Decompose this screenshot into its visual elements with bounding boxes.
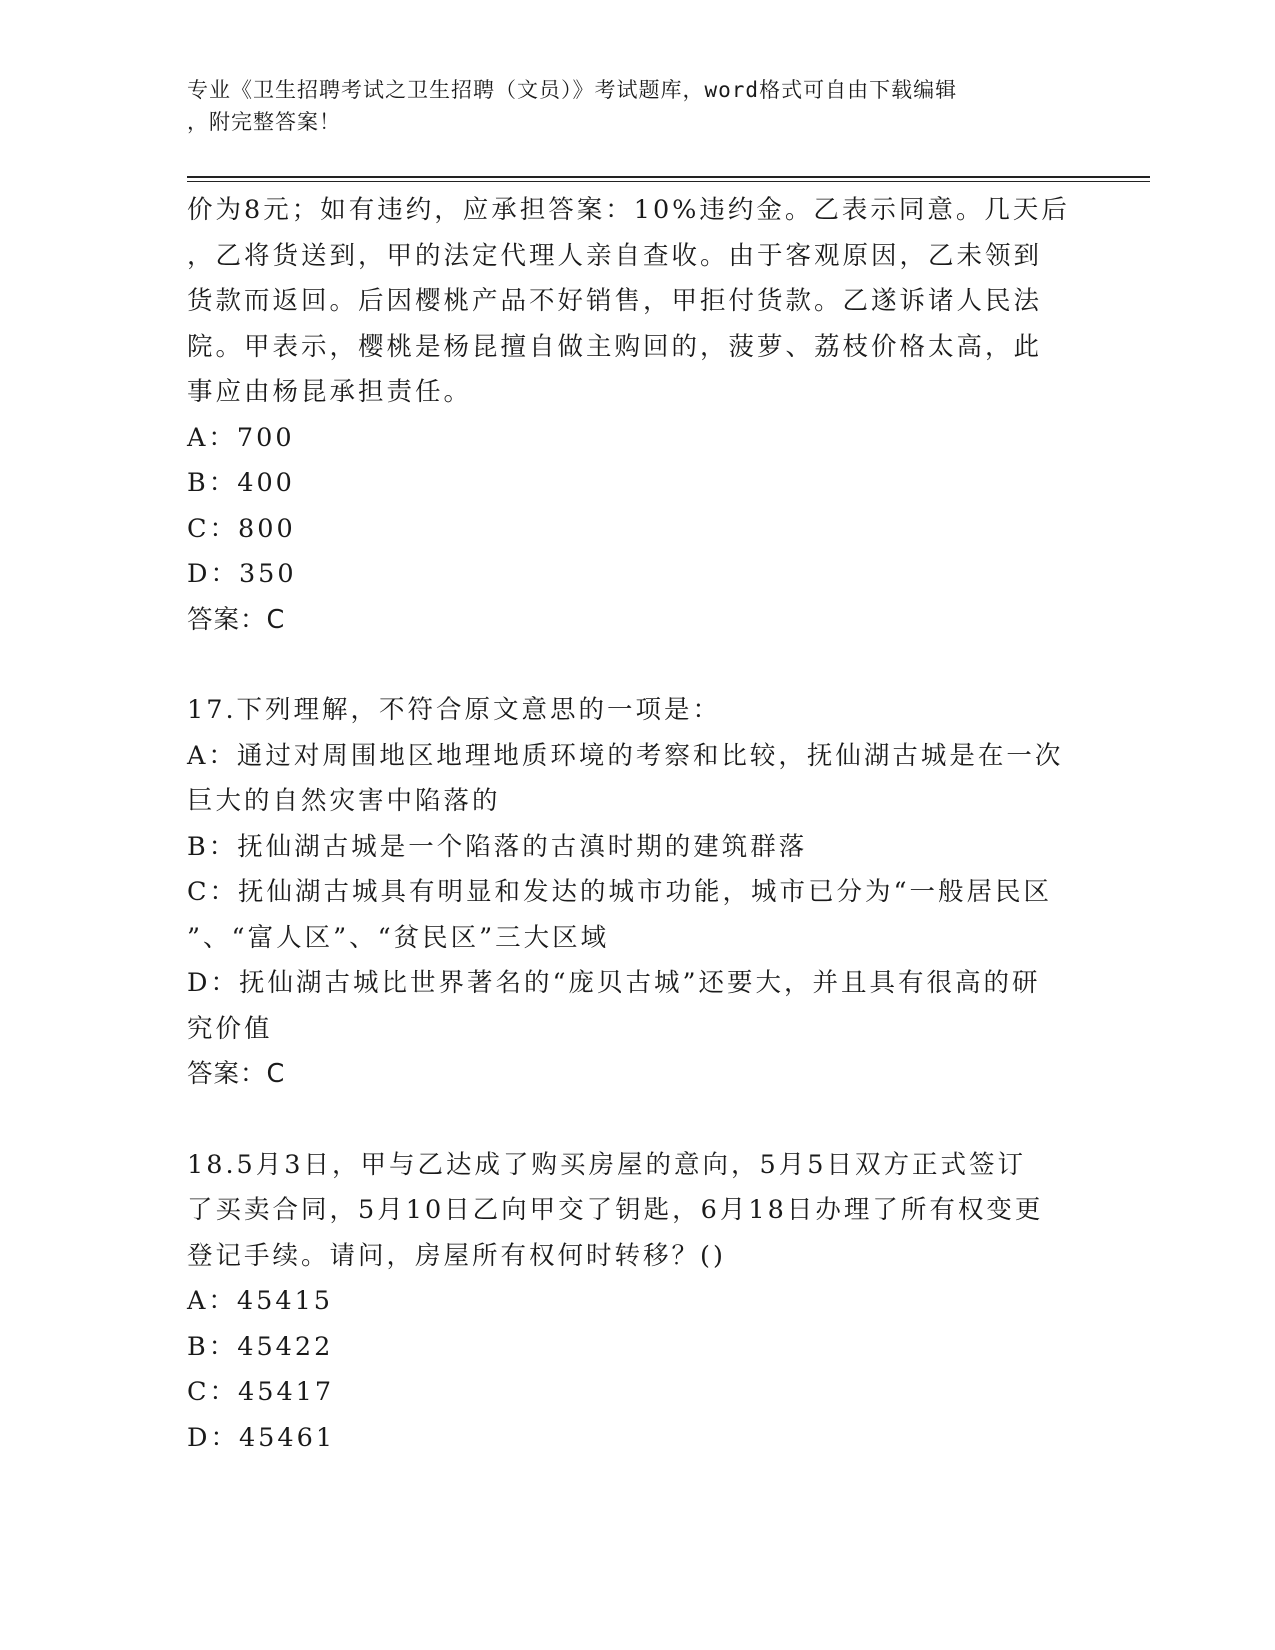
spacer <box>187 1098 1087 1143</box>
option-d: D：抚仙湖古城比世界著名的“庞贝古城”还要大，并且具有很高的研 <box>187 968 1041 998</box>
header-line-1: 专业《卫生招聘考试之卫生招聘（文员）》考试题库，word格式可自由下载编辑 <box>187 78 958 102</box>
header-line-2: ，附完整答案！ <box>187 110 341 134</box>
option-a: A：通过对周围地区地理地质环境的考察和比较，抚仙湖古城是在一次 <box>187 740 1064 771</box>
question-17 <box>187 688 1087 1098</box>
question-18 <box>187 1143 1087 1462</box>
question-text-line: 登记手续。请问，房屋所有权何时转移？() <box>187 1240 726 1271</box>
answer-line: 答案：C <box>187 604 286 635</box>
option-d: D：45461 <box>187 1422 336 1453</box>
option-c: C：抚仙湖古城具有明显和发达的城市功能，城市已分为“一般居民区 <box>187 877 1053 907</box>
question-text-line: ，乙将货送到，甲的法定代理人亲自查收。由于客观原因，乙未领到 <box>187 240 1043 271</box>
header-divider-thin <box>187 181 1150 182</box>
document-body <box>187 188 1087 1461</box>
question-text-line: 了买卖合同，5月10日乙向甲交了钥匙，6月18日办理了所有权变更 <box>187 1195 1044 1225</box>
question-text-line: 17.下列理解，不符合原文意思的一项是： <box>187 695 722 725</box>
option-b: B：400 <box>187 468 295 498</box>
option-c: C：800 <box>187 513 296 544</box>
option-a: A：45415 <box>187 1286 334 1316</box>
spacer <box>187 643 1087 688</box>
question-text-line: 18.5月3日，甲与乙达成了购买房屋的意向，5月5日双方正式签订 <box>187 1149 1026 1180</box>
document-header <box>187 74 1067 138</box>
answer-line: 答案：C <box>187 1059 286 1089</box>
option-b: B：45422 <box>187 1331 334 1362</box>
question-16 <box>187 188 1087 643</box>
option-d-continued: 究价值 <box>187 1013 273 1044</box>
option-b: B：抚仙湖古城是一个陷落的古滇时期的建筑群落 <box>187 831 808 862</box>
option-d: D：350 <box>187 559 297 589</box>
question-text-line: 货款而返回。后因樱桃产品不好销售，甲拒付货款。乙遂诉诸人民法 <box>187 286 1043 316</box>
question-text-line: 事应由杨昆承担责任。 <box>187 377 473 407</box>
option-c-continued: ”、“富人区”、“贫民区”三大区域 <box>187 922 610 953</box>
question-text-line: 价为8元；如有违约，应承担答案：10%违约金。乙表示同意。几天后 <box>187 195 1070 225</box>
option-a-continued: 巨大的自然灾害中陷落的 <box>187 786 501 816</box>
question-text-line: 院。甲表示，樱桃是杨昆擅自做主购回的，菠萝、荔枝价格太高，此 <box>187 331 1043 362</box>
option-c: C：45417 <box>187 1377 335 1407</box>
option-a: A：700 <box>187 422 295 453</box>
header-divider-thick <box>187 176 1150 178</box>
